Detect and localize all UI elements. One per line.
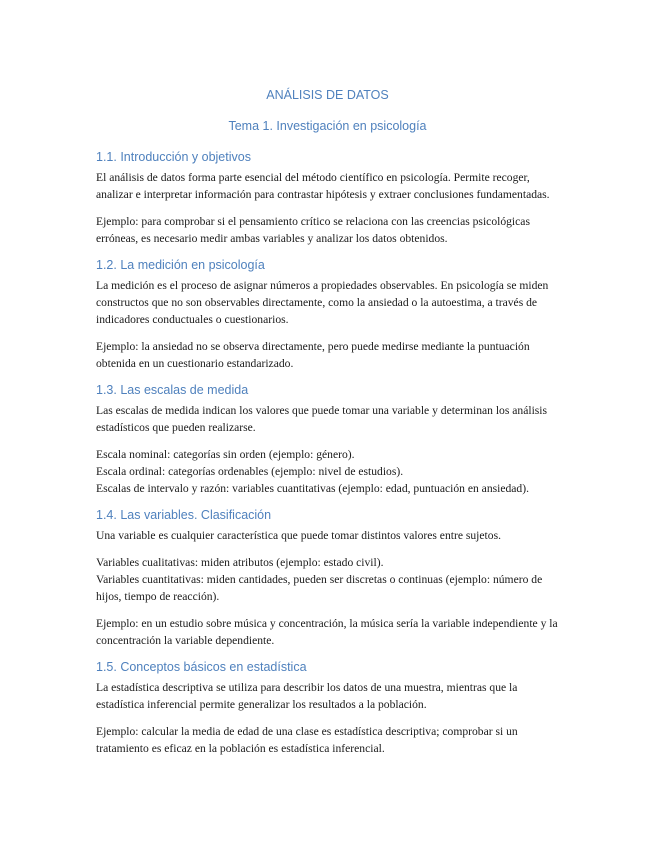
section-medicion (96, 257, 566, 372)
variable-line: Variables cualitativas: miden atributos (ejemplo: estado civil). (96, 556, 384, 569)
paragraph: Las escalas de medida indican los valores que puede tomar una variable y determinan los análisis estadísticos que pueden realizarse. (96, 404, 548, 434)
document-subtitle: Tema 1. Investigación en psicología (228, 119, 427, 133)
section-introduccion (96, 149, 566, 247)
section-variables (96, 507, 566, 649)
paragraph: Una variable es cualquier característica que puede tomar distintos valores entre sujetos. (96, 529, 501, 542)
variable-line: Variables cuantitativas: miden cantidades, pueden ser discretas o continuas (ejemplo: número de hijos, tiempo de reacción). (96, 573, 543, 603)
section-heading: 1.3. Las escalas de medida (96, 383, 249, 397)
paragraph: La estadística descriptiva se utiliza para describir los datos de una muestra, mientras que la estadística inferencial permite generalizar los resultados a la población. (96, 681, 518, 711)
scale-line: Escala nominal: categorías sin orden (ejemplo: género). (96, 448, 355, 461)
example-paragraph: Ejemplo: en un estudio sobre música y concentración, la música sería la variable independiente y la concentración la variable dependiente. (96, 617, 558, 647)
example-paragraph: Ejemplo: la ansiedad no se observa directamente, pero puede medirse mediante la puntuación obtenida en un cuestionario estandarizado. (96, 340, 530, 370)
section-escalas (96, 382, 566, 497)
example-paragraph: Ejemplo: calcular la media de edad de una clase es estadística descriptiva; comprobar si un tratamiento es eficaz en la población es estadística inferencial. (96, 725, 518, 755)
section-heading: 1.1. Introducción y objetivos (96, 150, 251, 164)
scale-line: Escalas de intervalo y razón: variables cuantitativas (ejemplo: edad, puntuación en ansiedad). (96, 482, 529, 495)
section-heading: 1.2. La medición en psicología (96, 258, 265, 272)
scale-line: Escala ordinal: categorías ordenables (ejemplo: nivel de estudios). (96, 465, 404, 478)
section-heading: 1.5. Conceptos básicos en estadística (96, 660, 307, 674)
section-heading: 1.4. Las variables. Clasificación (96, 508, 272, 522)
section-conceptos (96, 659, 566, 757)
example-paragraph: Ejemplo: para comprobar si el pensamiento crítico se relaciona con las creencias psicológicas erróneas, es necesario medir ambas variables y analizar los datos obtenidos. (96, 215, 530, 245)
document-title: ANÁLISIS DE DATOS (266, 88, 389, 102)
paragraph: La medición es el proceso de asignar números a propiedades observables. En psicología se miden constructos que no son observables directamente, como la ansiedad o la autoestima, a través de indicadores conductuales o cuestionarios. (96, 279, 549, 326)
paragraph: El análisis de datos forma parte esencial del método científico en psicología. Permite recoger, analizar e interpretar información para contrastar hipótesis y extraer conclusiones fundamentadas. (96, 171, 550, 201)
document-body (96, 149, 566, 767)
